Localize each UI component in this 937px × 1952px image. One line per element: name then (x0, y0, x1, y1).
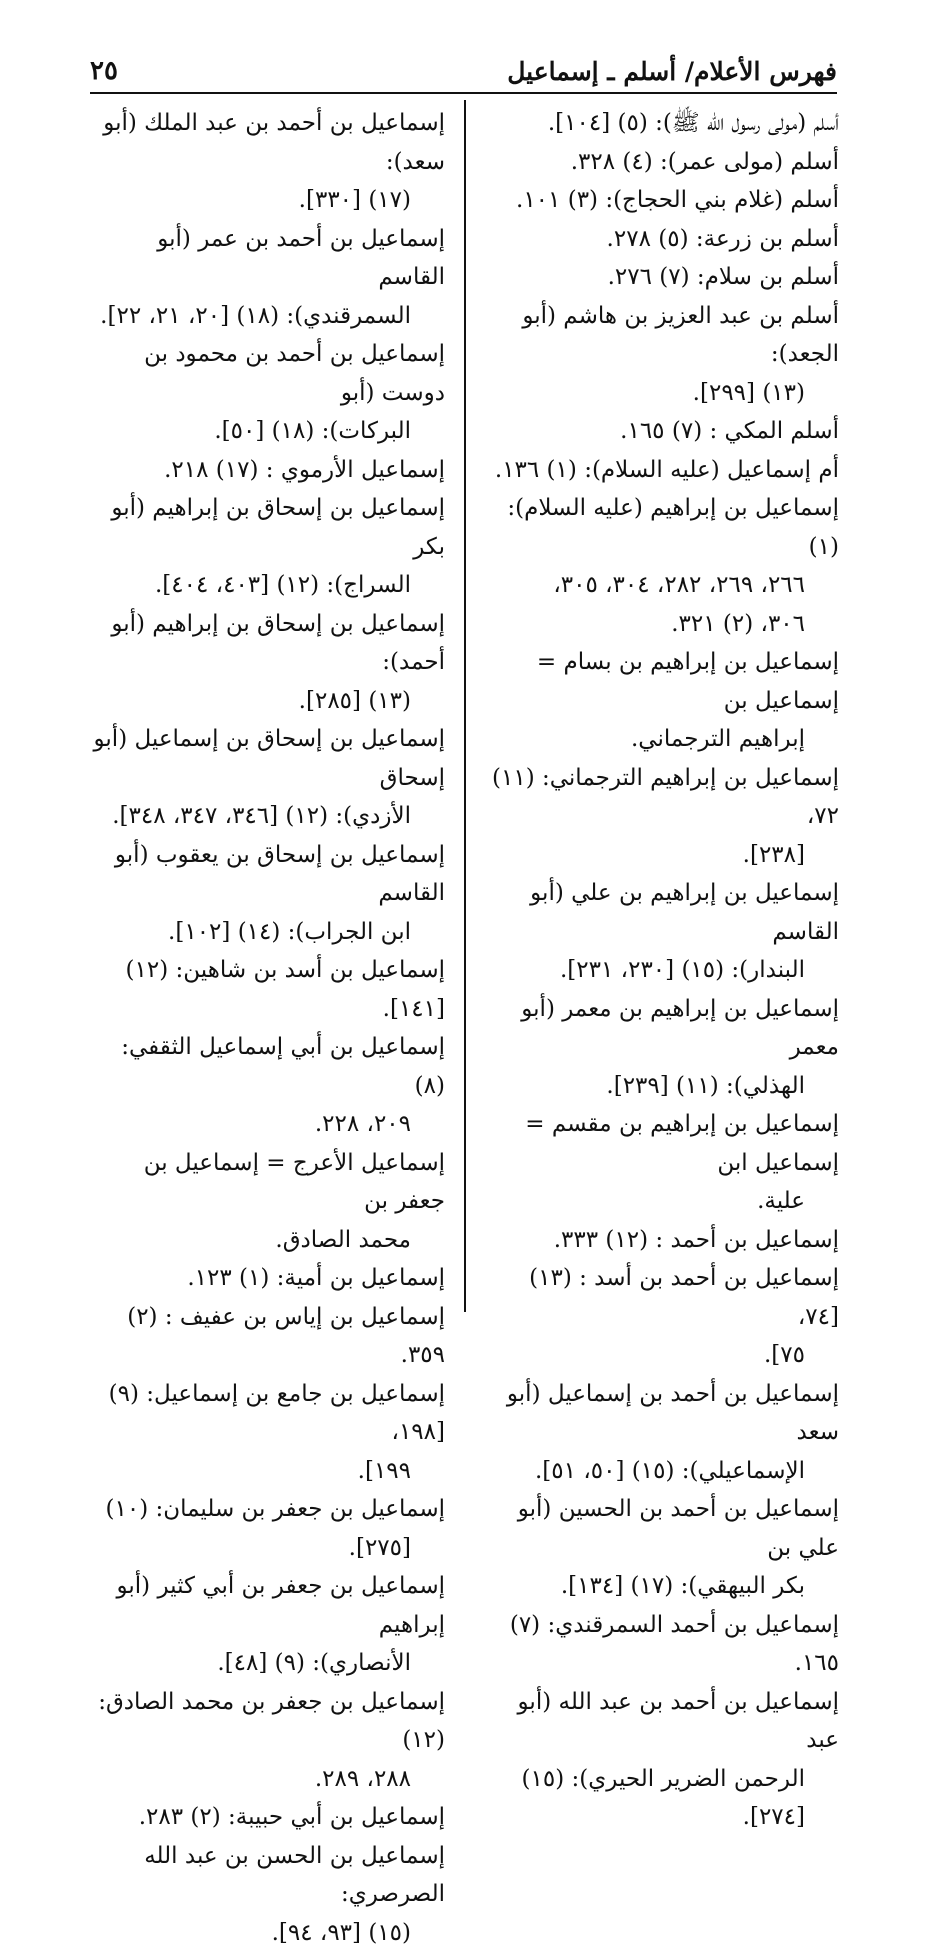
entry-continuation-line: علية. (484, 1182, 839, 1221)
entry-line: إسماعيل بن الحسن بن عبد الله الصرصري: (90, 1837, 445, 1914)
index-entry (90, 489, 445, 605)
index-entry (90, 720, 445, 836)
entry-continuation-line: ٢٨٨، ٢٨٩. (90, 1760, 445, 1799)
entry-line: إسماعيل بن إياس بن عفيف : (٢) ٣٥٩. (90, 1298, 445, 1375)
index-entry (90, 1298, 445, 1375)
entry-line: إسماعيل بن أحمد بن أسد : (١٣) [٧٤، (484, 1259, 839, 1336)
entry-line: إسماعيل بن أبي إسماعيل الثقفي: (٨) (90, 1028, 445, 1105)
index-entry (484, 489, 839, 643)
entry-line: إسماعيل بن جعفر بن سليمان: (١٠) (90, 1490, 445, 1529)
entry-line: إسماعيل الأعرج = إسماعيل بن جعفر بن (90, 1144, 445, 1221)
entry-continuation-line: البندار): (١٥) [٢٣٠، ٢٣١]. (484, 951, 839, 990)
entry-continuation-line: الأزدي): (١٢) [٣٤٦، ٣٤٧، ٣٤٨]. (90, 797, 445, 836)
index-entry (484, 990, 839, 1106)
index-entry (484, 1606, 839, 1683)
entry-line: إسماعيل بن أحمد السمرقندي: (٧) ١٦٥. (484, 1606, 839, 1683)
column-divider (464, 100, 466, 1312)
entry-continuation-line: السراج): (١٢) [٤٠٣، ٤٠٤]. (90, 566, 445, 605)
entry-line: إسماعيل بن أحمد بن إسماعيل (أبو سعد (484, 1375, 839, 1452)
entry-continuation-line: [٢٧٥]. (90, 1529, 445, 1568)
index-column-right (484, 104, 839, 1837)
entry-line: إسماعيل بن إسحاق بن إبراهيم (أبو بكر (90, 489, 445, 566)
entry-line: إسماعيل بن إبراهيم الترجماني: (١١) ٧٢، (484, 759, 839, 836)
entry-line: إسماعيل الأرموي : (١٧) ٢١٨. (90, 451, 445, 490)
entry-continuation-line: (١٧) [٣٣٠]. (90, 181, 445, 220)
entry-line: إسماعيل بن أحمد : (١٢) ٣٣٣. (484, 1221, 839, 1260)
entry-line: إسماعيل بن إبراهيم بن بسام = إسماعيل بن (484, 643, 839, 720)
entry-continuation-line: السمرقندي): (١٨) [٢٠، ٢١، ٢٢]. (90, 297, 445, 336)
entry-line: إسماعيل بن إسحاق بن إسماعيل (أبو إسحاق (90, 720, 445, 797)
index-entry (90, 951, 445, 1028)
entry-line: إسماعيل بن إبراهيم بن معمر (أبو معمر (484, 990, 839, 1067)
index-entry (90, 1259, 445, 1298)
index-entry (90, 1567, 445, 1683)
index-entry (484, 451, 839, 490)
index-entry (90, 451, 445, 490)
entry-continuation-line: الهذلي): (١١) [٢٣٩]. (484, 1067, 839, 1106)
entry-line: أسلم بن زرعة: (٥) ٢٧٨. (484, 220, 839, 259)
page-header (90, 40, 837, 94)
index-entry (90, 1837, 445, 1952)
entry-continuation-line: ابن الجراب): (١٤) [١٠٢]. (90, 913, 445, 952)
entry-line: أسلم بن سلام: (٧) ٢٧٦. (484, 258, 839, 297)
entry-continuation-line: (١٥) [٩٣، ٩٤]. (90, 1914, 445, 1952)
index-entry (484, 874, 839, 990)
entry-continuation-line: ٧٥]. (484, 1336, 839, 1375)
entry-line: أسلم (مولى رسول الله ﷺ): (٥) [١٠٤]. (484, 104, 839, 143)
entry-continuation-line: البركات): (١٨) [٥٠]. (90, 412, 445, 451)
running-title: فهرس الأعلام/ أسلم ـ إسماعيل (507, 57, 837, 92)
index-entry (90, 836, 445, 952)
index-entry (90, 1798, 445, 1837)
entry-line: أسلم (مولى عمر): (٤) ٣٢٨. (484, 143, 839, 182)
entry-continuation-line: ٢٦٦، ٢٦٩، ٢٨٢، ٣٠٤، ٣٠٥، (484, 566, 839, 605)
index-entry (484, 1375, 839, 1491)
index-entry (484, 1105, 839, 1221)
entry-line: إسماعيل بن أمية: (١) ١٢٣. (90, 1259, 445, 1298)
entry-continuation-line: محمد الصادق. (90, 1221, 445, 1260)
index-entry (484, 297, 839, 413)
index-entry (90, 104, 445, 220)
entry-line: إسماعيل بن إبراهيم بن مقسم = إسماعيل ابن (484, 1105, 839, 1182)
index-entry (90, 1683, 445, 1799)
entry-continuation-line: (١٣) [٢٨٥]. (90, 682, 445, 721)
index-entry (90, 1375, 445, 1491)
entry-line: إسماعيل بن جعفر بن محمد الصادق: (١٢) (90, 1683, 445, 1760)
entry-line: أسلم المكي : (٧) ١٦٥. (484, 412, 839, 451)
index-entry (90, 1028, 445, 1144)
entry-line: أسلم (غلام بني الحجاج): (٣) ١٠١. (484, 181, 839, 220)
index-entry (484, 412, 839, 451)
index-entry (484, 181, 839, 220)
entry-continuation-line: الأنصاري): (٩) [٤٨]. (90, 1644, 445, 1683)
entry-continuation-line: ٣٠٦، (٢) ٣٢١. (484, 605, 839, 644)
entry-line: إسماعيل بن أحمد بن عبد الله (أبو عبد (484, 1683, 839, 1760)
entry-line: إسماعيل بن إسحاق بن إبراهيم (أبو أحمد): (90, 605, 445, 682)
entry-line: إسماعيل بن إبراهيم بن علي (أبو القاسم (484, 874, 839, 951)
index-entry (484, 220, 839, 259)
entry-line: إسماعيل بن إبراهيم (عليه السلام): (١) (484, 489, 839, 566)
index-entry (484, 1221, 839, 1260)
entry-continuation-line: ١٩٩]. (90, 1452, 445, 1491)
index-entry (90, 605, 445, 721)
entry-line: إسماعيل بن أحمد بن عبد الملك (أبو سعد): (90, 104, 445, 181)
index-entry (484, 258, 839, 297)
index-entry (90, 220, 445, 336)
entry-line: إسماعيل بن أبي حبيبة: (٢) ٢٨٣. (90, 1798, 445, 1837)
entry-continuation-line: بكر البيهقي): (١٧) [١٣٤]. (484, 1567, 839, 1606)
index-entry (484, 143, 839, 182)
index-entry (484, 1490, 839, 1606)
entry-continuation-line: الإسماعيلي): (١٥) [٥٠، ٥١]. (484, 1452, 839, 1491)
entry-line: إسماعيل بن أسد بن شاهين: (١٢) [١٤١]. (90, 951, 445, 1028)
entry-line: إسماعيل بن إسحاق بن يعقوب (أبو القاسم (90, 836, 445, 913)
index-entry (90, 335, 445, 451)
index-entry (90, 1490, 445, 1567)
index-entry (484, 1259, 839, 1375)
entry-continuation-line: ٢٠٩، ٢٢٨. (90, 1105, 445, 1144)
index-entry (484, 759, 839, 875)
index-entry (484, 104, 839, 143)
entry-line: إسماعيل بن جامع بن إسماعيل: (٩) [١٩٨، (90, 1375, 445, 1452)
index-entry (484, 643, 839, 759)
entry-line: إسماعيل بن أحمد بن الحسين (أبو علي بن (484, 1490, 839, 1567)
entry-line: إسماعيل بن أحمد بن محمود بن دوست (أبو (90, 335, 445, 412)
entry-continuation-line: (١٣) [٢٩٩]. (484, 374, 839, 413)
index-entry (484, 1683, 839, 1837)
entry-line: إسماعيل بن جعفر بن أبي كثير (أبو إبراهيم (90, 1567, 445, 1644)
entry-line: إسماعيل بن أحمد بن عمر (أبو القاسم (90, 220, 445, 297)
entry-line: أسلم بن عبد العزيز بن هاشم (أبو الجعد): (484, 297, 839, 374)
entry-continuation-line: الرحمن الضرير الحيري): (١٥) [٢٧٤]. (484, 1760, 839, 1837)
index-entry (90, 1144, 445, 1260)
entry-line: أم إسماعيل (عليه السلام): (١) ١٣٦. (484, 451, 839, 490)
entry-continuation-line: إبراهيم الترجماني. (484, 720, 839, 759)
entry-continuation-line: [٢٣٨]. (484, 836, 839, 875)
index-column-left (90, 104, 445, 1952)
page-number: ٢٥ (90, 56, 118, 92)
